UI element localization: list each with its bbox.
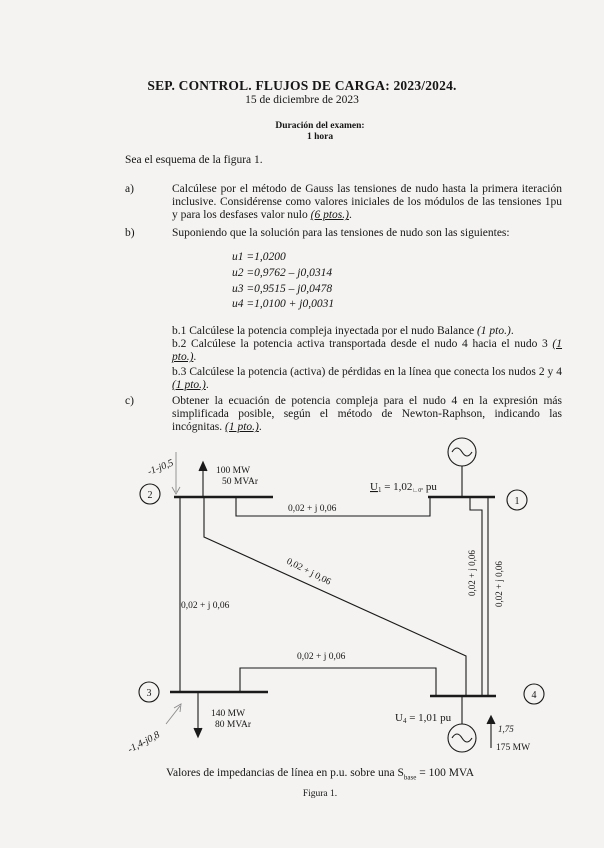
question-c-body: Obtener la ecuación de potencia compleja para el nudo 4 en la expresión más simplificada posible, según el método de Newton-Raphson, indicando las incógnitas. bbox=[172, 395, 562, 434]
question-a-points: (6 ptos.) bbox=[310, 209, 349, 222]
question-a-body: Calcúlese por el método de Gauss las tensiones de nudo hasta la primera iteración inclusive. Considérense como valores iniciales de los módulos de las tensiones 1pu y para los desfases valor nulo bbox=[172, 183, 562, 222]
u1-value bbox=[370, 481, 437, 494]
equation-u4: u4 =1,0100 + j0,0031 bbox=[232, 298, 335, 310]
question-b-text: Suponiendo que la solución para las tensiones de nudo son las siguientes: bbox=[172, 227, 510, 239]
question-c-points: (1 pto.) bbox=[225, 421, 259, 434]
load3-q: 80 MVAr bbox=[215, 720, 251, 730]
gen4-p: 175 MW bbox=[496, 743, 531, 753]
question-b2-end: . bbox=[193, 351, 197, 364]
question-b-label: b) bbox=[125, 227, 135, 239]
exam-title: SEP. CONTROL. FLUJOS DE CARGA: 2023/2024. bbox=[147, 78, 457, 93]
equation-u2: u2 =0,9762 – j0,0314 bbox=[232, 267, 333, 279]
u4-sub: 4 bbox=[402, 717, 407, 725]
duration-value: 1 hora bbox=[306, 132, 334, 142]
impedance-1-2: 0,02 + j 0,06 bbox=[288, 504, 337, 514]
load3-p: 140 MW bbox=[211, 709, 246, 719]
node-1-label: 1 bbox=[514, 496, 520, 507]
u4-mag: = 1,01 pu bbox=[406, 712, 452, 724]
question-b1-points: (1 pto.) bbox=[476, 325, 511, 337]
line-3-4 bbox=[240, 668, 436, 696]
figure-label: Figura 1. bbox=[302, 789, 338, 799]
impedance-2-4: 0,02 + j 0,06 bbox=[284, 556, 333, 588]
load2-arrowhead bbox=[199, 462, 207, 471]
caption-end: = 100 MVA bbox=[416, 767, 475, 779]
generator-1-symbol bbox=[452, 448, 472, 456]
intro-text: Sea el esquema de la figura 1. bbox=[125, 154, 263, 166]
load3-arrowhead bbox=[194, 728, 202, 737]
hw-note-2: -1-j0,5 bbox=[146, 457, 176, 478]
question-b1-body: b.1 Calcúlese la potencia compleja inyectada por el nudo Balance bbox=[172, 325, 475, 337]
hw-note-3: -1,4-j0,8 bbox=[126, 729, 162, 756]
figure-caption bbox=[0, 767, 604, 781]
u1-symbol: U bbox=[370, 481, 378, 493]
u1-mag: = 1,02 bbox=[381, 481, 413, 493]
question-b3-points: (1 pto.) bbox=[172, 379, 206, 392]
question-c-end: . bbox=[258, 421, 262, 434]
question-b2-body: b.2 Calcúlese la potencia activa transportada desde el nudo 4 hacia el nudo 3 bbox=[172, 338, 548, 350]
question-a-end: . bbox=[348, 209, 352, 222]
node-2-label: 2 bbox=[147, 490, 153, 501]
impedance-3-4: 0,02 + j 0,06 bbox=[297, 652, 346, 662]
question-a-label: a) bbox=[125, 183, 134, 195]
load2-p: 100 MW bbox=[216, 466, 251, 476]
generator-4-symbol bbox=[452, 734, 472, 742]
impedance-1-4-a: 0,02 + j 0,06 bbox=[467, 550, 477, 596]
u1-sub: 1 bbox=[377, 486, 382, 494]
impedance-2-3: 0,02 + j 0,06 bbox=[181, 601, 230, 611]
equation-u1: u1 =1,0200 bbox=[232, 251, 286, 263]
impedance-1-4-b: 0,02 + j 0,06 bbox=[494, 561, 504, 607]
question-b2-points: (1 pto.) bbox=[172, 338, 563, 364]
caption-text: Valores de impedancias de línea en p.u. sobre una S bbox=[165, 767, 404, 779]
hw-note-4: 1,75 bbox=[498, 724, 514, 734]
question-c-label: c) bbox=[125, 395, 134, 407]
exam-date: 15 de diciembre de 2023 bbox=[245, 94, 359, 106]
question-b3-body: b.3 Calcúlese la potencia (activa) de pérdidas en la línea que conecta los nudos 2 y 4 bbox=[172, 366, 562, 378]
question-b1-end: . bbox=[510, 325, 514, 337]
question-b3-end: . bbox=[205, 379, 209, 392]
u1-unit: pu bbox=[423, 481, 437, 493]
equation-u3: u3 =0,9515 – j0,0478 bbox=[232, 283, 333, 295]
hw-arrow-3 bbox=[166, 706, 180, 724]
u1-angle: ∟0º bbox=[412, 488, 424, 494]
u4-value bbox=[395, 712, 452, 725]
hw-arrowhead-3 bbox=[174, 704, 181, 712]
node-4-label: 4 bbox=[531, 690, 537, 701]
u4-symbol: U bbox=[395, 712, 403, 724]
caption-sub: base bbox=[403, 773, 417, 782]
gen4-arrowhead bbox=[487, 716, 495, 724]
duration-label: Duración del examen: bbox=[275, 121, 365, 131]
load2-q: 50 MVAr bbox=[222, 477, 258, 487]
node-3-label: 3 bbox=[146, 688, 152, 699]
line-2-4 bbox=[204, 497, 466, 696]
